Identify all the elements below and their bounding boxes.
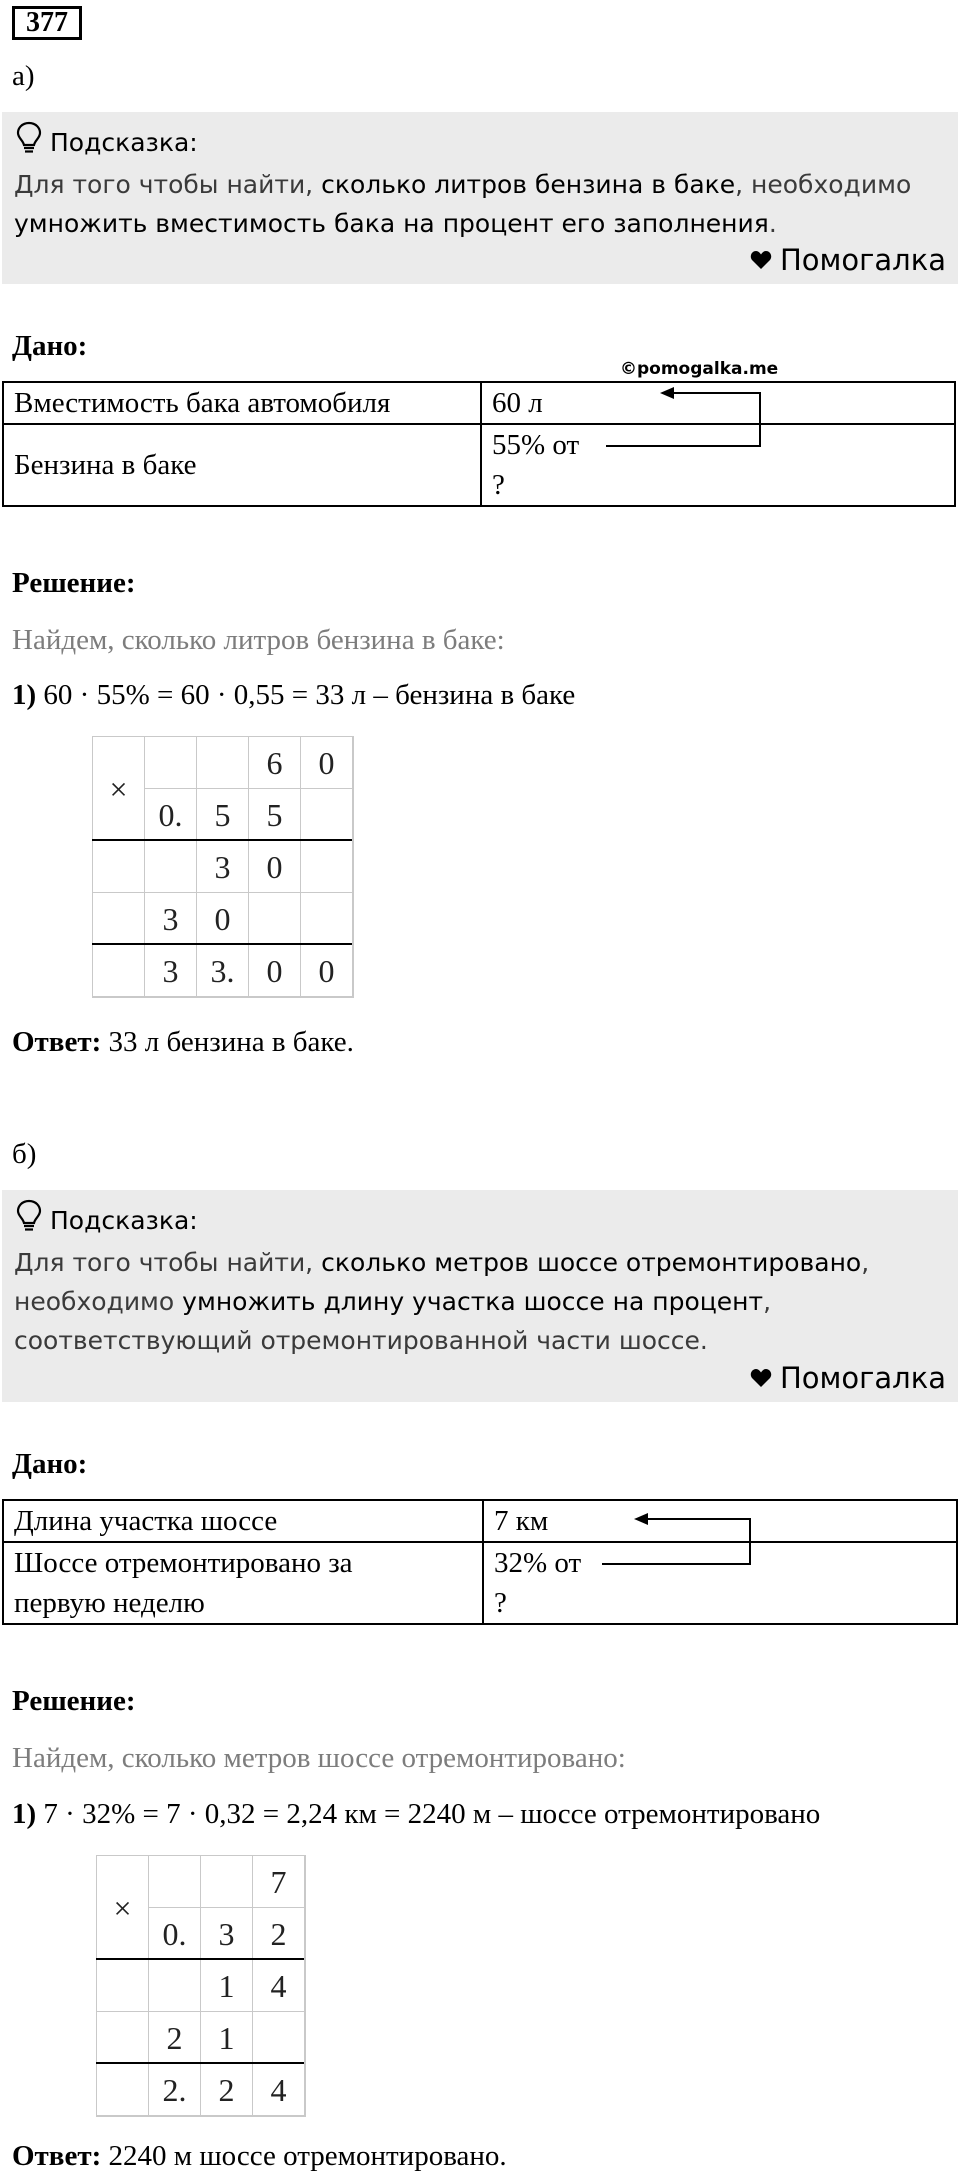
hint-title: Подсказка: (50, 127, 198, 157)
calc-cell (252, 2011, 304, 2063)
hint-text: Для того чтобы найти, (14, 1248, 322, 1277)
calc-cell: 2 (200, 2063, 252, 2115)
multiply-sign: × (92, 736, 144, 840)
given-name: Бензина в баке (3, 424, 481, 506)
hint-text: Для того чтобы найти, (14, 170, 322, 199)
calc-cell: 1 (200, 2011, 252, 2063)
hint-text: . (768, 209, 777, 238)
hint-text-emphasis: сколько литров бензина в баке (321, 170, 736, 199)
hint-text: соответствующий отремонтированной части шоссе. (14, 1326, 708, 1355)
calc-cell: 0. (144, 788, 196, 840)
calc-rule (96, 2062, 304, 2064)
given-label-b: Дано: (12, 1448, 88, 1480)
given-value: 7 км (483, 1500, 957, 1542)
solution-intro-b: Найдем, сколько метров шоссе отремонтировано: (12, 1742, 626, 1774)
calc-cell: 0 (300, 736, 352, 788)
step-text: 60 · 55% = 60 · 0,55 = 33 л – бензина в баке (36, 679, 576, 711)
step-number: 1) (12, 1798, 37, 1830)
step-text: 7 · 32% = 7 · 0,32 = 2,24 км = 2240 м – шоссе отремонтировано (36, 1798, 821, 1830)
calc-cell (200, 1855, 252, 1907)
brand-name: Помогалка (780, 1361, 946, 1395)
hint-title: Подсказка: (50, 1205, 198, 1235)
multiply-sign: × (96, 1855, 148, 1959)
answer-label: Ответ: (12, 1026, 102, 1058)
calc-cell: 7 (252, 1855, 304, 1907)
calc-cell: 3 (200, 1907, 252, 1959)
part-label-b: б) (12, 1138, 37, 1170)
calc-cell: 5 (196, 788, 248, 840)
task-number: 377 (12, 6, 82, 40)
hint-text-emphasis: сколько метров шоссе отремонтировано (321, 1248, 862, 1277)
calc-cell (96, 1959, 148, 2011)
watermark: ©pomogalka.me (620, 359, 779, 379)
calc-cell: 1 (200, 1959, 252, 2011)
step-number: 1) (12, 679, 37, 711)
calc-cell: 0 (248, 840, 300, 892)
answer-label: Ответ: (12, 2140, 102, 2172)
given-name: Шоссе отремонтировано за (14, 1547, 353, 1579)
calc-cell: 2 (252, 1907, 304, 1959)
calc-cell: 2. (148, 2063, 200, 2115)
brand-name: Помогалка (780, 243, 946, 277)
hint-text: , (861, 1248, 870, 1277)
calc-cell: 0. (148, 1907, 200, 1959)
answer-text: 2240 м шоссе отремонтировано. (101, 2140, 507, 2172)
hint-text: , необходимо (735, 170, 912, 199)
calc-cell: 6 (248, 736, 300, 788)
given-value: 55% от (492, 429, 580, 461)
given-label-a: Дано: (12, 330, 88, 362)
calc-cell: 4 (252, 1959, 304, 2011)
calc-cell: 3 (144, 892, 196, 944)
hint-text-emphasis: умножить длину участка шоссе на процент (182, 1287, 764, 1316)
given-value: 32% от (494, 1547, 582, 1579)
hint-text-emphasis: умножить вместимость бака на процент его заполнения (14, 209, 769, 238)
answer-text: 33 л бензина в баке. (101, 1026, 354, 1058)
calc-cell: 4 (252, 2063, 304, 2115)
calc-cell: 2 (148, 2011, 200, 2063)
calc-cell (96, 2011, 148, 2063)
calc-rule (96, 1958, 304, 1960)
hint-text: , (763, 1287, 772, 1316)
solution-label-a: Решение: (12, 567, 136, 599)
calc-cell (148, 1959, 200, 2011)
part-label-a: а) (12, 60, 35, 92)
given-unknown: ? (492, 469, 505, 501)
answer-b (12, 2138, 507, 2174)
calc-cell: 3 (144, 944, 196, 996)
calc-cell: 3 (196, 840, 248, 892)
calc-cell (96, 2063, 148, 2115)
given-name: Вместимость бака автомобиля (3, 382, 481, 424)
calc-cell: 0 (300, 944, 352, 996)
given-name-cont: первую неделю (14, 1587, 205, 1619)
grid-edge (96, 2115, 304, 2117)
solution-intro-a: Найдем, сколько литров бензина в баке: (12, 624, 505, 656)
solution-label-b: Решение: (12, 1685, 136, 1717)
calc-cell: 0 (196, 892, 248, 944)
calc-cell (148, 1855, 200, 1907)
calc-cell: 3. (196, 944, 248, 996)
solution-step-b (12, 1796, 820, 1832)
calc-cell: 5 (248, 788, 300, 840)
given-unknown: ? (494, 1587, 507, 1619)
grid-edge (304, 1855, 306, 2117)
hint-text: необходимо (14, 1287, 183, 1316)
given-name: Длина участка шоссе (3, 1500, 483, 1542)
calc-cell: 0 (248, 944, 300, 996)
given-value: 60 л (481, 382, 955, 424)
